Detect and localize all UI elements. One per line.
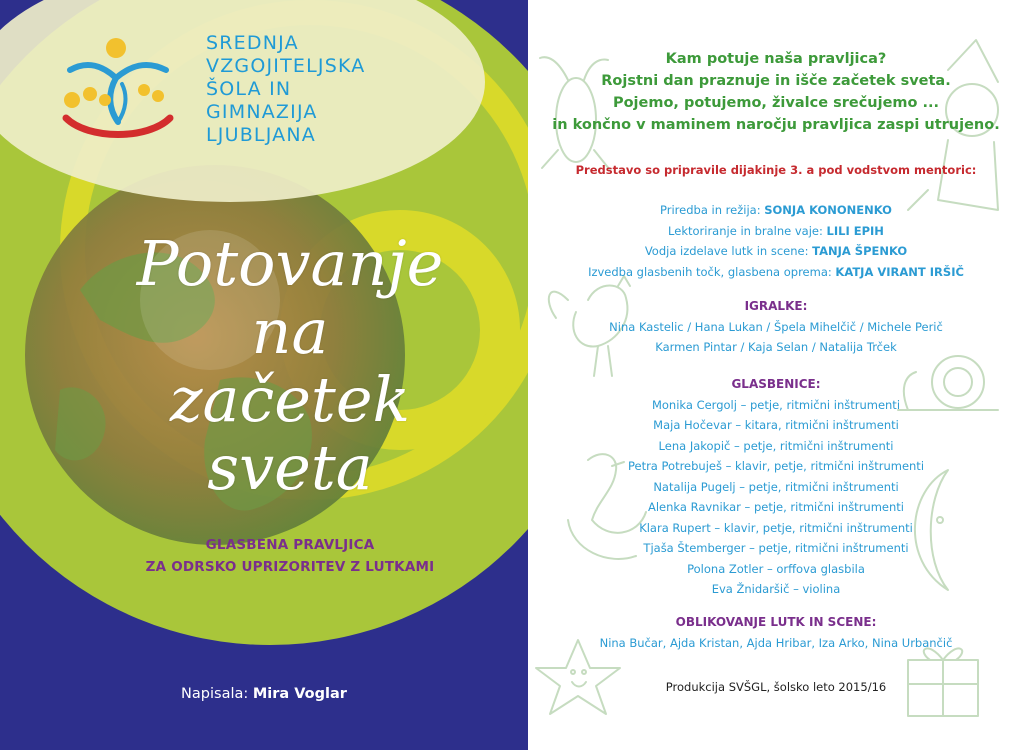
mentor-role: Izvedba glasbenih točk, glasbena oprema: bbox=[588, 264, 832, 279]
author-line bbox=[0, 686, 528, 702]
design-names: Nina Bučar, Ajda Kristan, Ajda Hribar, Iza Arko, Nina Urbančič bbox=[599, 635, 953, 650]
mentor-name: LILI EPIH bbox=[826, 223, 884, 238]
mentor-name: TANJA ŠPENKO bbox=[812, 244, 908, 258]
school-name-line: LJUBLJANA bbox=[206, 124, 316, 146]
school-name-line: SREDNJA bbox=[206, 32, 299, 54]
mentor-role: Lektoriranje in bralne vaje: bbox=[668, 223, 823, 238]
school-name-line: ŠOLA IN bbox=[206, 78, 292, 100]
title-line: začetek bbox=[169, 363, 411, 436]
mentor-name: KATJA VIRANT IRŠIČ bbox=[835, 264, 964, 279]
intro-line: in končno v maminem naročju pravljica zaspi utrujeno. bbox=[552, 117, 1000, 133]
design-section bbox=[528, 612, 1024, 653]
intro-line: Pojemo, potujemo, živalce srečujemo ... bbox=[612, 95, 940, 111]
school-logo bbox=[58, 30, 178, 145]
mentor-role: Vodja izdelave lutk in scene: bbox=[644, 244, 809, 258]
mentors-list bbox=[528, 200, 1024, 282]
musicians-section bbox=[528, 374, 1024, 600]
school-name-line: GIMNAZIJA bbox=[206, 101, 318, 123]
intro-line: Kam potuje naša pravljica? bbox=[665, 51, 887, 67]
author-label: Napisala: bbox=[181, 686, 249, 702]
title-line: sveta bbox=[207, 431, 373, 504]
mentor-name: SONJA KONONENKO bbox=[764, 203, 892, 217]
actresses-heading: IGRALKE: bbox=[744, 299, 808, 313]
musician-row: Alenka Ravnikar – petje, ritmični inštrumenti bbox=[648, 500, 904, 514]
musician-row: Tjaša Štemberger – petje, ritmični inštrumenti bbox=[643, 541, 909, 555]
musician-row: Petra Potrebuješ – klavir, petje, ritmični inštrumenti bbox=[627, 459, 925, 473]
school-name bbox=[206, 32, 365, 147]
title-line: na bbox=[251, 295, 329, 368]
musician-row: Polona Zotler – orffova glasbila bbox=[687, 561, 865, 576]
author-name: Mira Voglar bbox=[252, 686, 347, 702]
musicians-heading: GLASBENICE: bbox=[731, 377, 821, 391]
prepared-by-text: Predstavo so pripravile dijakinje 3. a pod vodstvom mentoric: bbox=[575, 163, 977, 177]
actresses-line: Nina Kastelic / Hana Lukan / Špela Mihelčič / Michele Perič bbox=[609, 319, 943, 334]
story-intro bbox=[528, 48, 1024, 136]
musician-row: Maja Hočevar – kitara, ritmični inštrumenti bbox=[653, 418, 899, 432]
book-subtitle bbox=[120, 534, 460, 578]
mentor-role: Priredba in režija: bbox=[660, 203, 761, 217]
book-title bbox=[100, 227, 480, 504]
mentor-row bbox=[528, 200, 1024, 221]
production-note: Produkcija SVŠGL, šolsko leto 2015/16 bbox=[665, 680, 887, 694]
actresses-section bbox=[528, 296, 1024, 358]
credits-page bbox=[528, 0, 1024, 750]
mentor-row bbox=[528, 241, 1024, 262]
design-heading: OBLIKOVANJE LUTK IN SCENE: bbox=[675, 615, 877, 629]
school-name-line: VZGOJITELJSKA bbox=[206, 55, 366, 77]
intro-line: Rojstni dan praznuje in išče začetek sveta. bbox=[601, 73, 951, 89]
mentor-row bbox=[528, 221, 1024, 242]
musician-row: Eva Žnidaršič – violina bbox=[711, 582, 841, 596]
title-line: Potovanje bbox=[136, 227, 444, 300]
musician-row: Monika Cergolj – petje, ritmični inštrumenti bbox=[651, 397, 901, 412]
musician-row: Natalija Pugelj – petje, ritmični inštrumenti bbox=[653, 479, 899, 494]
mentor-row bbox=[528, 262, 1024, 283]
musician-row: Lena Jakopič – petje, ritmični inštrumenti bbox=[658, 438, 894, 453]
musician-row: Klara Rupert – klavir, petje, ritmični inštrumenti bbox=[639, 520, 913, 535]
subtitle-line: GLASBENA PRAVLJICA bbox=[205, 537, 375, 553]
actresses-line: Karmen Pintar / Kaja Selan / Natalija Trček bbox=[655, 340, 897, 354]
subtitle-line: ZA ODRSKO UPRIZORITEV Z LUTKAMI bbox=[145, 559, 435, 575]
